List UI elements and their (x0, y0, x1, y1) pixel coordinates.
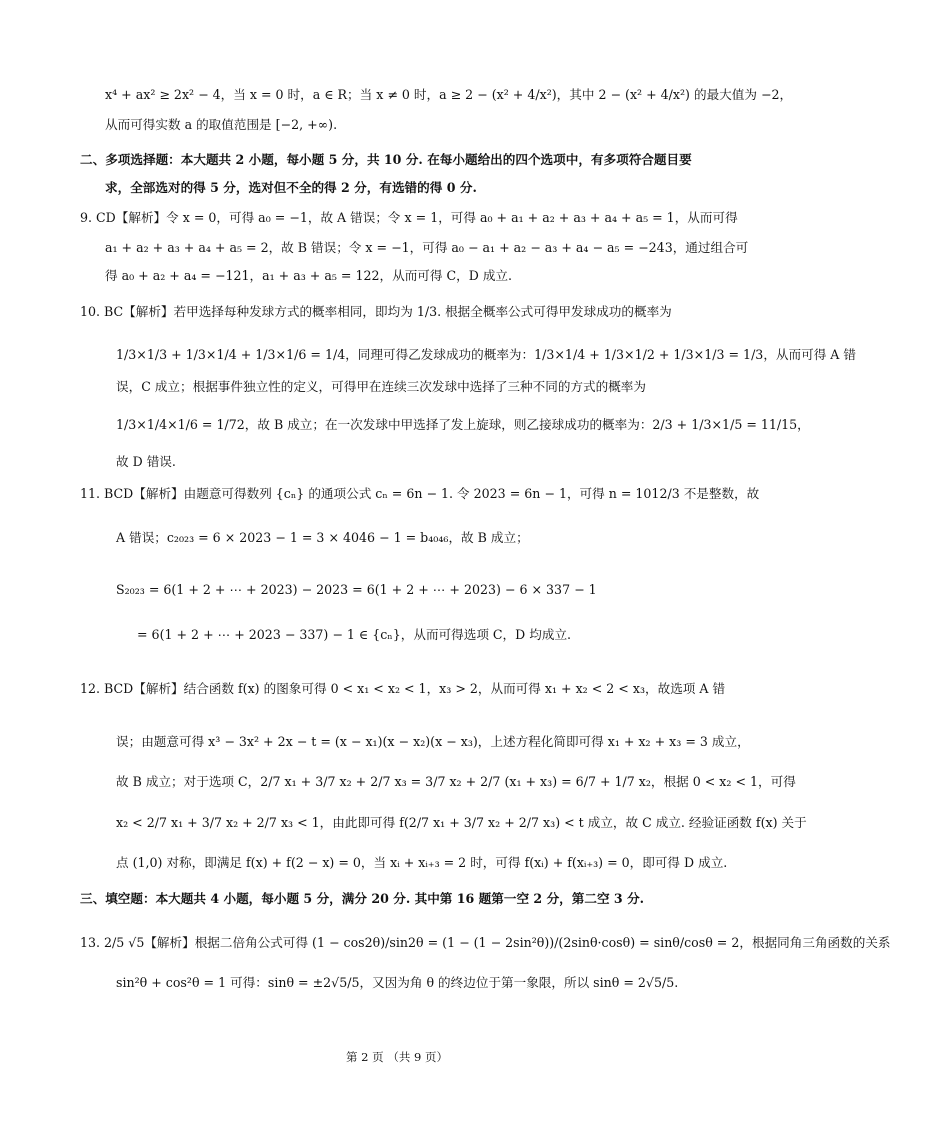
answer-11-line-1: 11. BCD【解析】由题意可得数列 {cₙ} 的通项公式 cₙ = 6n − 1. 令 2023 = 6n − 1，可得 n = 1012/3 不是整数，故 (80, 486, 760, 501)
answer-12-line-3: 故 B 成立；对于选项 C，2/7 x₁ + 3/7 x₂ + 2/7 x₃ = 3/7 x₂ + 2/7 (x₁ + x₃) = 6/7 + 1/7 x₂，根据 0 < x₂ < 1，可得 (116, 774, 796, 789)
answer-9-line-1: 9. CD【解析】令 x = 0，可得 a₀ = −1，故 A 错误；令 x = 1，可得 a₀ + a₁ + a₂ + a₃ + a₄ + a₅ = 1，从而可得 (80, 210, 738, 225)
answer-12-line-2: 误；由题意可得 x³ − 3x² + 2x − t = (x − x₁)(x − x₂)(x − x₃)，上述方程化简即可得 x₁ + x₂ + x₃ = 3 成立， (116, 734, 750, 749)
answer-10-line-4: 1/3×1/4×1/6 = 1/72，故 B 成立；在一次发球中甲选择了发上旋球，则乙接球成功的概率为：2/3 + 1/3×1/5 = 11/15， (116, 417, 810, 432)
answer-9-line-2: a₁ + a₂ + a₃ + a₄ + a₅ = 2，故 B 错误；令 x = −1，可得 a₀ − a₁ + a₂ − a₃ + a₄ − a₅ = −243，通过组合可 (105, 240, 749, 255)
answer-10-line-5: 故 D 错误. (116, 454, 176, 469)
answer-12-line-4: x₂ < 2/7 x₁ + 3/7 x₂ + 2/7 x₃ < 1，由此即可得 f(2/7 x₁ + 3/7 x₂ + 2/7 x₃) < t 成立，故 C 成立. 经验证函数 f(x) 关于 (116, 815, 807, 830)
section-heading-multi-choice: 二、多项选择题：本大题共 2 小题，每小题 5 分，共 10 分. 在每小题给出的四个选项中，有多项符合题目要 (80, 152, 692, 167)
answer-12-line-1: 12. BCD【解析】结合函数 f(x) 的图象可得 0 < x₁ < x₂ < 1，x₃ > 2，从而可得 x₁ + x₂ < 2 < x₃，故选项 A 错 (80, 681, 726, 696)
answer-13-line-1: 13. 2/5 √5【解析】根据二倍角公式可得 (1 − cos2θ)/sin2θ = (1 − (1 − 2sin²θ))/(2sinθ·cosθ) = sinθ/cosθ = 2，根据同角三角函数的关系 (80, 935, 891, 950)
answer-11-line-4: = 6(1 + 2 + ⋯ + 2023 − 337) − 1 ∈ {cₙ}，从而可得选项 C，D 均成立. (137, 627, 572, 642)
text-line-2: 从而可得实数 a 的取值范围是 [−2, +∞). (105, 117, 338, 132)
text-line-1: x⁴ + ax² ≥ 2x² − 4，当 x = 0 时，a ∈ R；当 x ≠ 0 时，a ≥ 2 − (x² + 4/x²)，其中 2 − (x² + 4/x²) 的最大值为 −2， (105, 87, 793, 102)
answer-9-line-3: 得 a₀ + a₂ + a₄ = −121，a₁ + a₃ + a₅ = 122，从而可得 C，D 成立. (105, 268, 513, 283)
section-heading-fill-blank: 三、填空题：本大题共 4 小题，每小题 5 分，满分 20 分. 其中第 16 题第一空 2 分，第二空 3 分. (80, 891, 645, 906)
answer-11-line-2: A 错误；c₂₀₂₃ = 6 × 2023 − 1 = 3 × 4046 − 1 = b₄₀₄₆，故 B 成立； (116, 530, 529, 545)
answer-10-line-1: 10. BC【解析】若甲选择每种发球方式的概率相同，即均为 1/3. 根据全概率公式可得甲发球成功的概率为 (80, 304, 672, 319)
answer-10-line-2: 1/3×1/3 + 1/3×1/4 + 1/3×1/6 = 1/4，同理可得乙发球成功的概率为：1/3×1/4 + 1/3×1/2 + 1/3×1/3 = 1/3，从而可得 A 错 (116, 347, 856, 362)
answer-10-line-3: 误，C 成立；根据事件独立性的定义，可得甲在连续三次发球中选择了三种不同的方式的概率为 (116, 379, 646, 394)
answer-12-line-5: 点 (1,0) 对称，即满足 f(x) + f(2 − x) = 0，当 xᵢ + xᵢ₊₃ = 2 时，可得 f(xᵢ) + f(xᵢ₊₃) = 0，即可得 D 成立. (116, 855, 728, 870)
answer-13-line-2: sin²θ + cos²θ = 1 可得：sinθ = ±2√5/5，又因为角 θ 的终边位于第一象限，所以 sinθ = 2√5/5. (116, 975, 679, 990)
section-heading-multi-choice-cont: 求，全部选对的得 5 分，选对但不全的得 2 分，有选错的得 0 分. (105, 180, 477, 195)
page-footer: 第 2 页 （共 9 页） (346, 1050, 448, 1064)
answer-11-line-3: S₂₀₂₃ = 6(1 + 2 + ⋯ + 2023) − 2023 = 6(1 + 2 + ⋯ + 2023) − 6 × 337 − 1 (116, 582, 597, 597)
